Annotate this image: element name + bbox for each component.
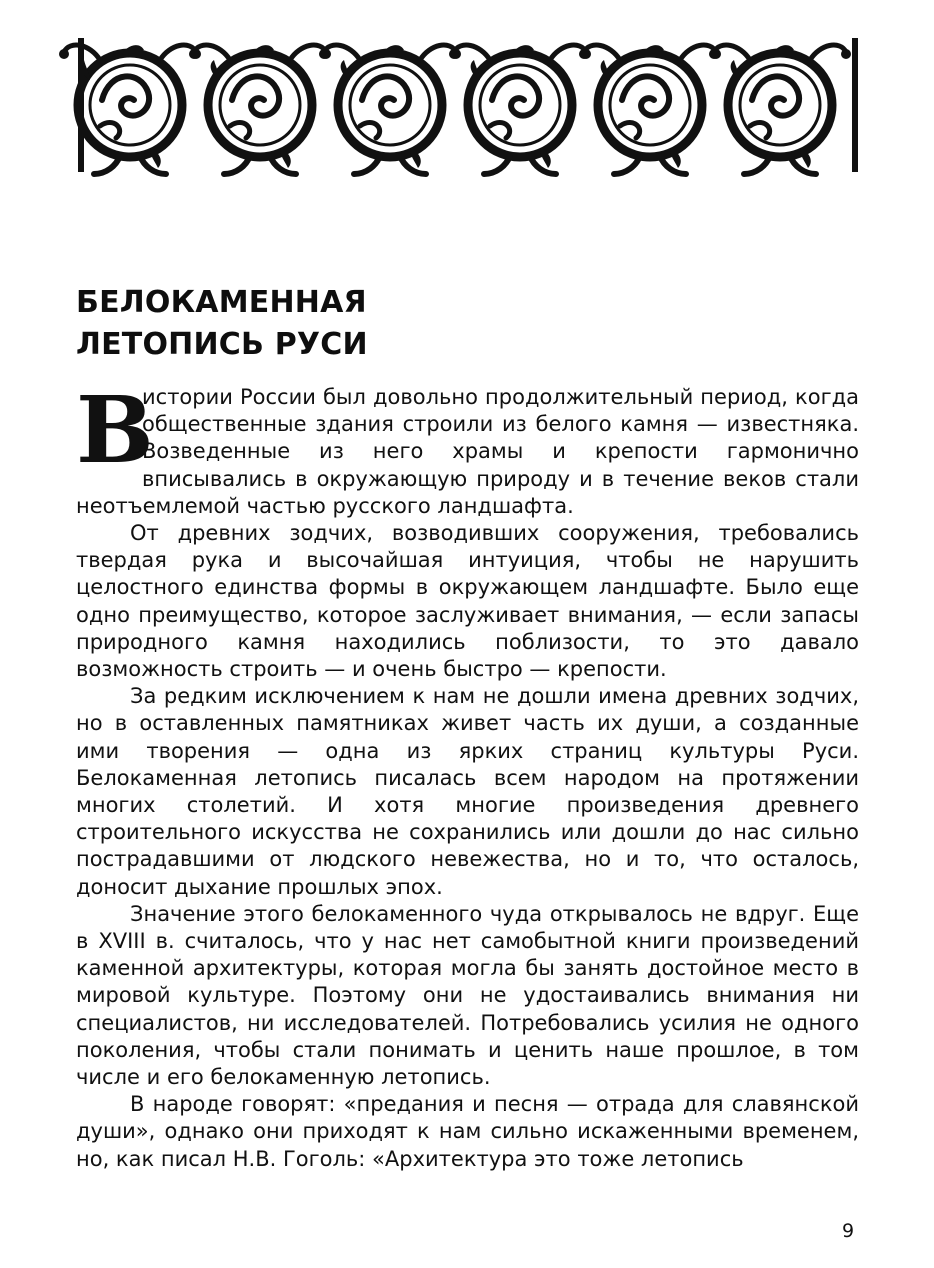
ornament-unit-6 — [709, 45, 851, 174]
dropcap-letter — [76, 376, 154, 484]
dropcap-glyph: В — [76, 376, 154, 484]
ornament-right-bar — [852, 38, 858, 172]
paragraph-2: От древних зодчих, возводивших сооружения, требовались твердая рука и высочайшая интуиция, чтобы не нарушить целостного единства формы в окружающем ландшафте. Было еще одно преимущество, которое заслуживает внимания, — если запасы природного камня находились поблизости, то это давало возможность строить — и очень быстро — крепости. — [76, 521, 859, 682]
page-number: 9 — [842, 1220, 855, 1242]
paragraph-4: Значение этого белокаменного чуда открывалось не вдруг. Еще в XVIII в. считалось, что у нас нет самобытной книги произведений каменной архитектуры, которая могла бы занять достойное место в мировой культуре. Поэтому они не удостаивались внимания ни специалистов, ни исследователей. Потребовались усилия не одного поколения, чтобы стали понимать и ценить наше прошлое, в том числе и его белокаменную летопись. — [76, 901, 859, 1090]
ornament-unit-4 — [449, 45, 591, 174]
body-text — [76, 376, 859, 1173]
paragraph-5: В народе говорят: «предания и песня — отрада для славянской души», однако они приходят к нам сильно искаженными временем, но, как писал Н.В. Гоголь: «Архитектура это тоже летопись — [76, 1092, 859, 1171]
chapter-title-line-2: ЛЕТОПИСЬ РУСИ — [76, 327, 368, 362]
paragraph-3: За редким исключением к нам не дошли имена древних зодчих, но в оставленных памятниках живет часть их души, а созданные ими творения — одна из ярких страниц культуры Руси. Белокаменная летопись писалась всем народом на протяжении многих столетий. И хотя многие произведения древнего строительного искусства не сохранились или дошли до нас сильно пострадавшими от людского невежества, но и то, что осталось, доносит дыхание прошлых эпох. — [76, 684, 859, 899]
chapter-title-line-1: БЕЛОКАМЕННАЯ — [76, 285, 367, 320]
ornament-unit-3 — [319, 45, 461, 174]
ornament-left-bar — [78, 38, 84, 172]
ornament-unit-2 — [189, 45, 331, 174]
paragraph-1: истории России был довольно продолжительный период, когда общественные здания строили из белого камня — известняка. Возведенные из него храмы и крепости гармонично вписывались в окружающую природу и в течение веков стали неотъемлемой частью русского ландшафта. — [76, 385, 859, 518]
ornament-unit-5 — [579, 45, 721, 174]
chapter-title — [76, 282, 368, 366]
ornament-band — [78, 30, 858, 180]
